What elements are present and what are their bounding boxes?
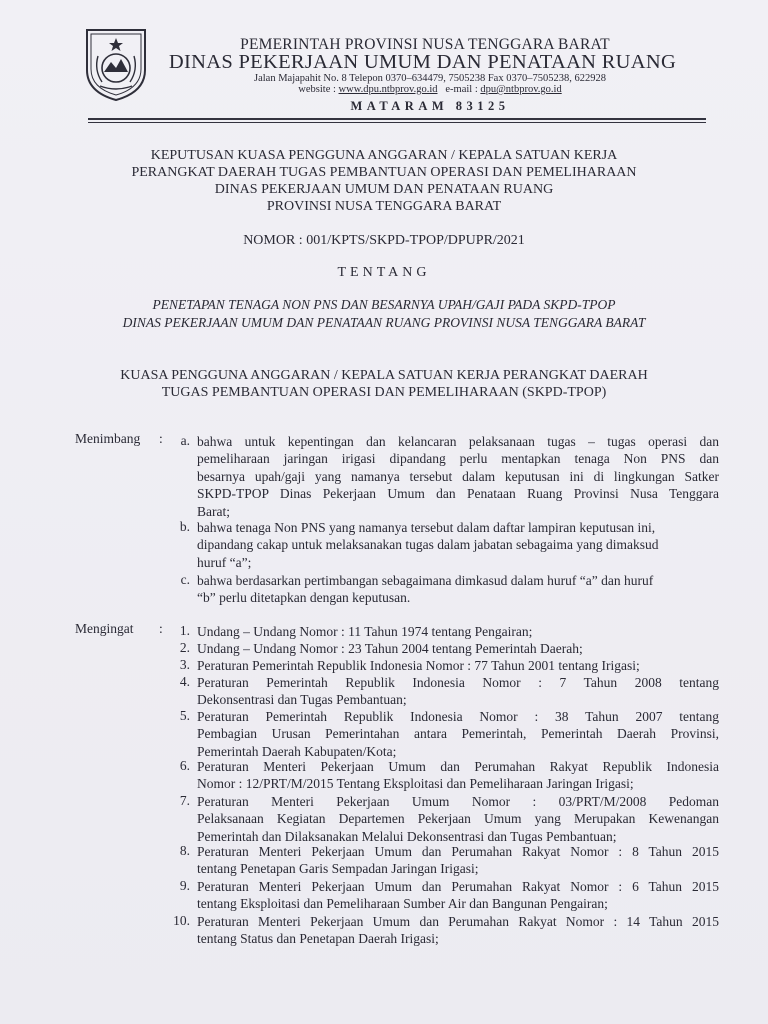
item-line: Dekonsentrasi dan Tugas Pembantuan; <box>197 692 407 708</box>
menimbang-colon: : <box>159 431 163 446</box>
menimbang-marker: b. <box>179 519 190 534</box>
decree-heading-line: PROVINSI NUSA TENGGARA BARAT <box>266 199 502 214</box>
menimbang-marker: c. <box>180 572 190 587</box>
menimbang-item <box>197 433 719 520</box>
mengingat-marker: 8. <box>179 843 190 858</box>
decree-number: NOMOR : 001/KPTS/SKPD-TPOP/DPUPR/2021 <box>243 233 525 248</box>
menimbang-item <box>197 572 719 607</box>
mengingat-label: Mengingat <box>75 621 134 636</box>
mengingat-item <box>197 623 719 640</box>
item-line: bahwa berdasarkan pertimbangan sebagaimana dimkasud dalam huruf “a” dan huruf <box>197 573 654 588</box>
mengingat-marker: 1. <box>179 623 190 638</box>
item-line: SKPD-TPOP Dinas Pekerjaan Umum dan Penataan Ruang Provinsi Nusa Tenggara <box>197 486 719 502</box>
mengingat-item <box>197 708 719 760</box>
item-line: Pelaksanaan Kegiatan Departemen Pekerjaan Umum yang Merupakan Kewenangan <box>197 811 719 827</box>
letterhead-city: MATARAM 83125 <box>350 99 510 113</box>
provincial-emblem-icon <box>84 26 148 102</box>
item-line: bahwa untuk kepentingan dan kelancaran pelaksanaan tugas – tugas operasi dan <box>197 434 719 449</box>
menimbang-item <box>197 519 719 571</box>
decree-heading-line: KEPUTUSAN KUASA PENGGUNA ANGGARAN / KEPALA SATUAN KERJA <box>150 148 618 163</box>
item-line: tentang Eksploitasi dan Pemeliharaan Sumber Air dan Bangunan Pengairan; <box>197 896 608 912</box>
item-line: “b” perlu ditetapkan dengan keputusan. <box>197 590 411 606</box>
item-line: bahwa tenaga Non PNS yang namanya tersebut dalam daftar lampiran keputusan ini, <box>197 520 656 535</box>
email-link[interactable]: dpu@ntbprov.go.id <box>480 84 562 95</box>
website-link[interactable]: www.dpu.ntbprov.go.id <box>338 84 438 95</box>
item-line: Pemerintah dan Dilaksanakan Melalui Dekonsentrasi dan Tugas Pembantuan; <box>197 828 617 844</box>
item-line: Peraturan Menteri Pekerjaan Umum dan Perumahan Rakyat Nomor : 6 Tahun 2015 <box>197 879 719 894</box>
item-line: Barat; <box>197 503 230 519</box>
item-line: Undang – Undang Nomor : 23 Tahun 2004 tentang Pemerintah Daerah; <box>197 641 583 656</box>
decree-subject-line: PENETAPAN TENAGA NON PNS DAN BESARNYA UPAH/GAJI PADA SKPD-TPOP <box>152 297 616 312</box>
mengingat-item <box>197 878 719 913</box>
mengingat-colon: : <box>159 621 163 636</box>
decree-heading-line: DINAS PEKERJAAN UMUM DAN PENATAAN RUANG <box>214 182 554 197</box>
mengingat-item <box>197 657 719 674</box>
mengingat-marker: 2. <box>179 640 190 655</box>
item-line: tentang Penetapan Garis Sempadan Jaringan Irigasi; <box>197 861 479 877</box>
mengingat-marker: 9. <box>179 878 190 893</box>
mengingat-marker: 10. <box>173 913 190 928</box>
menimbang-marker: a. <box>180 433 190 448</box>
mengingat-item <box>197 913 719 948</box>
item-line: Peraturan Menteri Pekerjaan Umum dan Perumahan Rakyat Nomor : 14 Tahun 2015 <box>197 914 719 929</box>
item-line: Nomor : 12/PRT/M/2015 Tentang Eksploitasi dan Pemeliharaan Jaringan Irigasi; <box>197 776 634 792</box>
item-line: huruf “a”; <box>197 554 252 570</box>
website-label: website : <box>298 84 336 95</box>
item-line: Peraturan Menteri Pekerjaan Umum Nomor : 03/PRT/M/2008 Pedoman <box>197 794 719 809</box>
item-line: Peraturan Pemerintah Republik Indonesia Nomor : 77 Tahun 2001 tentang Irigasi; <box>197 658 640 673</box>
decree-authority-line: TUGAS PEMBANTUAN OPERASI DAN PEMELIHARAAN (SKPD-TPOP) <box>161 385 607 400</box>
letterhead-rule-thin <box>88 122 706 123</box>
mengingat-marker: 6. <box>179 758 190 773</box>
menimbang-label: Menimbang <box>75 431 141 446</box>
item-line: dipandang cakap untuk melaksanakan tugas dalam jabatan sebagaima yang dimaksud <box>197 537 659 553</box>
letterhead-government: PEMERINTAH PROVINSI NUSA TENGGARA BARAT <box>240 36 610 53</box>
mengingat-marker: 4. <box>179 674 190 689</box>
item-line: Peraturan Menteri Pekerjaan Umum dan Perumahan Rakyat Nomor : 8 Tahun 2015 <box>197 844 719 859</box>
item-line: besarnya upah/gaji yang namanya tersebut dalam keputusan ini di lingkungan Satker <box>197 468 719 484</box>
item-line: pemeliharaan jaringan irigasi dipandang perlu mentapkan tenaga Non PNS dan <box>197 451 719 467</box>
letterhead-address: Jalan Majapahit No. 8 Telepon 0370–634479, 7505238 Fax 0370–7505238, 622928 <box>254 73 606 84</box>
decree-heading-line: PERANGKAT DAERAH TUGAS PEMBANTUAN OPERASI DAN PEMELIHARAAN <box>131 165 637 180</box>
mengingat-item <box>197 674 719 709</box>
mengingat-marker: 3. <box>179 657 190 672</box>
item-line: Peraturan Pemerintah Republik Indonesia Nomor : 38 Tahun 2007 tentang <box>197 709 719 724</box>
mengingat-item <box>197 793 719 845</box>
mengingat-item <box>197 843 719 878</box>
letterhead-contact <box>190 84 670 95</box>
item-line: Pembagian Urusan Pemerintahan antara Pemerintah, Pemerintah Daerah Provinsi, <box>197 726 719 742</box>
email-label: e-mail : <box>445 84 478 95</box>
decree-about: TENTANG <box>337 265 431 280</box>
mengingat-marker: 7. <box>179 793 190 808</box>
mengingat-item <box>197 640 719 657</box>
item-line: tentang Status dan Penetapan Daerah Irigasi; <box>197 931 439 947</box>
letterhead-rule <box>88 118 706 120</box>
mengingat-marker: 5. <box>179 708 190 723</box>
decree-subject-line: DINAS PEKERJAAN UMUM DAN PENATAAN RUANG PROVINSI NUSA TENGGARA BARAT <box>122 315 646 330</box>
item-line: Peraturan Pemerintah Republik Indonesia Nomor : 7 Tahun 2008 tentang <box>197 675 719 690</box>
item-line: Undang – Undang Nomor : 11 Tahun 1974 tentang Pengairan; <box>197 624 533 639</box>
mengingat-item <box>197 758 719 793</box>
item-line: Peraturan Menteri Pekerjaan Umum dan Perumahan Rakyat Republik Indonesia <box>197 759 719 774</box>
letterhead-department: DINAS PEKERJAAN UMUM DAN PENATAAN RUANG <box>168 51 677 73</box>
item-line: Pemerintah Daerah Kabupaten/Kota; <box>197 743 397 759</box>
decree-authority-line: KUASA PENGGUNA ANGGARAN / KEPALA SATUAN KERJA PERANGKAT DAERAH <box>120 368 648 383</box>
